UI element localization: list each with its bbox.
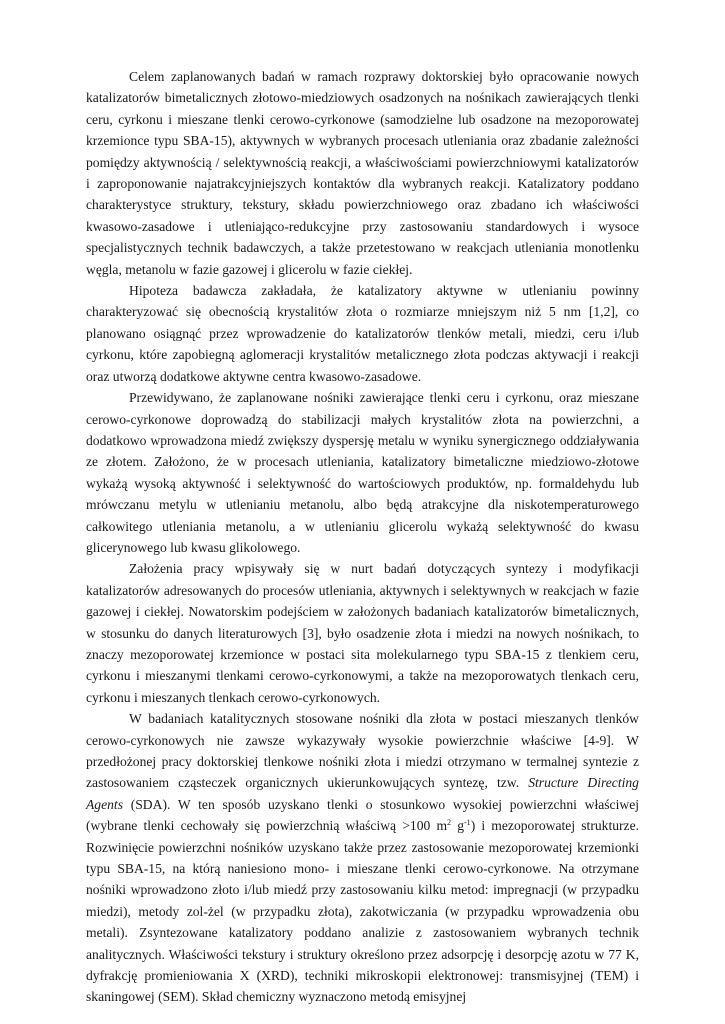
paragraph-text-continuation: (SDA). W ten sposób uzyskano tlenki o stosunkowo wysokiej powierzchni właściwej (wybrane tlenki cechowały się powierzchnią właściwą >100 m xyxy=(86,796,639,834)
superscript-mass-exponent: -1 xyxy=(464,818,471,828)
paragraph-hypothesis: Hipoteza badawcza zakładała, że katalizatory aktywne w utlenianiu powinny charakteryzować się obecnością krystalitów złota o rozmiarze mniejszym niż 5 nm [1,2], co planowano osiągnąć przez wprowadzenie do katalizatorów tlenków metali, miedzi, ceru i/lub cyrkonu, które zapobiegną aglomeracji krystalitów metalicznego złota podczas aktywacji i reakcji oraz utworzą dodatkowe aktywne centra kwasowo-zasadowe. xyxy=(86,283,639,384)
paragraph-text-end: ) i mezoporowatej strukturze. Rozwinięcie powierzchni nośników uzyskano także przez zastosowanie mezoporowatej krzemionki typu SBA-15, na którą naniesiono mono- i mieszane tlenki cerowo-cyrkonowe. Na otrzymane nośniki wprowadzono złoto i/lub miedź przy zastosowaniu kilku metod: impregnacji (w przypadku miedzi), metody zol-żel (w przypadku złota), zakotwiczania (w przypadku wprowadzenia obu metali). Zsyntezowane katalizatory poddano analizie z zastosowaniem wybranych technik analitycznych. Właściwości tekstury i struktury określono przez adsorpcję i desorpcję azotu w 77 K, dyfrakcję promieniowania X (XRD), techniki mikroskopii elektronowej: transmisyjnej (TEM) i skaningowej (SEM). Skład chemiczny wyznaczono metodą emisyjnej xyxy=(86,818,640,1005)
paragraph-expectations: Przewidywano, że zaplanowane nośniki zawierające tlenki ceru i cyrkonu, oraz mieszane cerowo-cyrkonowe doprowadzą do stabilizacji małych krystalitów złota na powierzchni, a dodatkowo wprowadzona miedź zwiększy dyspersję metalu w wyniku synergicznego oddziaływania ze złotem. Założono, że w procesach utleniania, katalizatory bimetaliczne miedziowo-złotowe wykażą wysoką aktywność i selektywność do wartościowych produktów, np. formaldehydu lub mrówczanu metylu w utlenianiu metanolu, albo będą atrakcyjne dla niskotemperaturowego całkowitego utleniania metanolu, a w utlenianiu glicerolu wykażą selektywność do kwasu glicerynowego lub kwasu glikolowego. xyxy=(86,390,639,555)
paragraph-text-unit: g xyxy=(451,818,465,834)
term-structure-directing-agents: Structure Directing Agents xyxy=(86,775,639,812)
paragraph-text-start: W badaniach katalitycznych stosowane nośniki dla złota w postaci mieszanych tlenków cerowo-cyrkonowych nie zawsze wykazywały wysokie powierzchnie właściwe [4-9]. W przedłożonej pracy doktorskiej tlenkowe nośniki złota i miedzi otrzymano w termalnej syntezie z zastosowaniem cząsteczek organicznych ukierunkowujących syntezę, tzw. xyxy=(86,711,639,791)
paragraph-catalytic-studies xyxy=(86,708,639,1008)
superscript-area-exponent: 2 xyxy=(447,818,452,828)
document-page xyxy=(86,66,639,1008)
paragraph-assumptions: Założenia pracy wpisywały się w nurt badań dotyczących syntezy i modyfikacji katalizatorów adresowanych do procesów utleniania, aktywnych i selektywnych w reakcjach w fazie gazowej i ciekłej. Nowatorskim podejściem w założonych badaniach katalizatorów bimetalicznych, w stosunku do danych literaturowych [3], było osadzenie złota i miedzi na nowych nośnikach, to znaczy mezoporowatej krzemionce w postaci sita molekularnego typu SBA-15 z tlenkiem ceru, cyrkonu i mieszanymi tlenkami cerowo-cyrkonowymi, a także na mezoporowatych tlenkach ceru, cyrkonu i mieszanych tlenkach cerowo-cyrkonowych. xyxy=(86,561,639,705)
paragraph-research-goal: Celem zaplanowanych badań w ramach rozprawy doktorskiej było opracowanie nowych katalizatorów bimetalicznych złotowo-miedziowych osadzonych na nośnikach zawierających tlenki ceru, cyrkonu i mieszane tlenki cerowo-cyrkonowe (samodzielne lub osadzone na mezoporowatej krzemionce typu SBA-15), aktywnych w wybranych procesach utleniania oraz zbadanie zależności pomiędzy aktywnością / selektywnością reakcji, a właściwościami powierzchniowymi katalizatorów i zaproponowanie najatrakcyjniejszych kontaktów dla wybranych reakcji. Katalizatory poddano charakterystyce struktury, tekstury, składu powierzchniowego oraz zbadano ich właściwości kwasowo-zasadowe i utleniająco-redukcyjne przy zastosowaniu standardowych i wysoce specjalistycznych technik badawczych, a także przetestowano w reakcjach utleniania monotlenku węgla, metanolu w fazie gazowej i glicerolu w fazie ciekłej. xyxy=(86,69,639,277)
